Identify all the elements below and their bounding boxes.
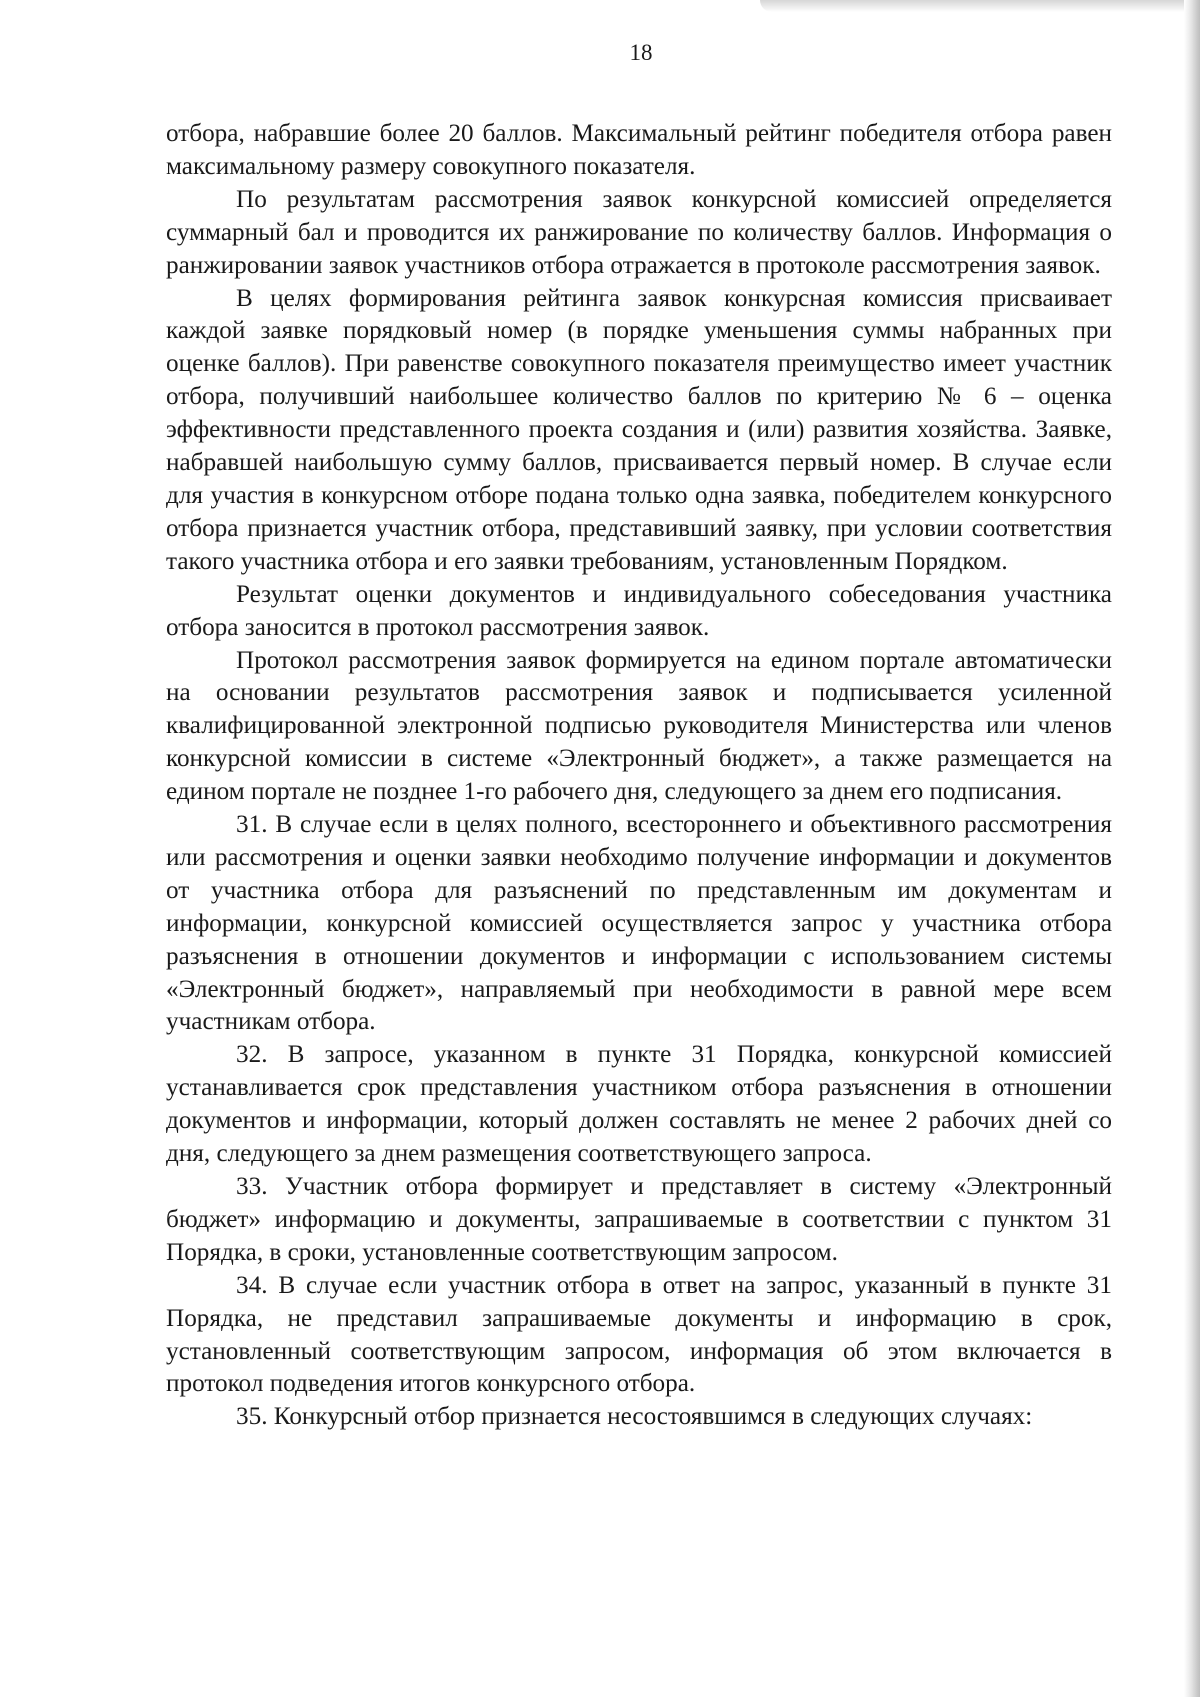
paragraph-continuation: отбора, набравшие более 20 баллов. Максимальный рейтинг победителя отбора равен максимальному размеру совокупного показателя.	[166, 120, 1112, 180]
paragraph-evaluation-result: Результат оценки документов и индивидуального собеседования участника отбора заносится в протокол рассмотрения заявок.	[166, 580, 1112, 641]
scan-shadow-top	[760, 0, 1200, 12]
document-body	[166, 118, 1112, 1434]
paragraph-item-32: 32. В запросе, указанном в пункте 31 Порядка, конкурсной комиссией устанавливается срок представления участником отбора разъяснения в отношении документов и информации, который должен составлять не менее 2 рабочих дней со дня, следующего за днем размещения соответствующего запроса.	[166, 1041, 1112, 1168]
paragraph-ranking: По результатам рассмотрения заявок конкурсной комиссией определяется суммарный бал и проводится их ранжирование по количеству баллов. Информация о ранжировании заявок участников отбора отражается в протоколе рассмотрения заявок.	[166, 185, 1112, 279]
paragraph-item-35: 35. Конкурсный отбор признается несостоявшимся в следующих случаях:	[236, 1403, 1033, 1431]
paragraph-rating-formation: В целях формирования рейтинга заявок конкурсная комиссия присваивает каждой заявке порядковый номер (в порядке уменьшения суммы набранных при оценке баллов). При равенстве совокупного показателя преимущество имеет участник отбора, получивший наибольшее количество баллов по критерию № 6 – оценка эффективности представленного проекта создания и (или) развития хозяйства. Заявке, набравшей наибольшую сумму баллов, присваивается первый номер. В случае если для участия в конкурсном отборе подана только одна заявка, победителем конкурсного отбора признается участник отбора, представивший заявку, при условии соответствия такого участника отбора и его заявки требованиям, установленным Порядком.	[166, 284, 1112, 575]
scan-shadow-right-edge	[1184, 0, 1200, 1697]
paragraph-item-34: 34. В случае если участник отбора в ответ на запрос, указанный в пункте 31 Порядка, не представил запрашиваемые документы и информацию в срок, установленный соответствующим запросом, информация об этом включается в протокол подведения итогов конкурсного отбора.	[166, 1271, 1112, 1398]
page-number: 18	[629, 40, 653, 65]
paragraph-item-33: 33. Участник отбора формирует и представляет в систему «Электронный бюджет» информацию и документы, запрашиваемые в соответствии с пунктом 31 Порядка, в сроки, установленные соответствующим запросом.	[166, 1173, 1112, 1266]
paragraph-item-31: 31. В случае если в целях полного, всестороннего и объективного рассмотрения или рассмотрения и оценки заявки необходимо получение информации и документов от участника отбора для разъяснений по представленным им документам и информации, конкурсной комиссией осуществляется запрос у участника отбора разъяснения в отношении документов и информации с использованием системы «Электронный бюджет», направляемый при необходимости в равной мере всем участникам отбора.	[166, 811, 1112, 1036]
paragraph-protocol: Протокол рассмотрения заявок формируется на едином портале автоматически на основании результатов рассмотрения заявок и подписывается усиленной квалифицированной электронной подписью руководителя Министерства или членов конкурсной комиссии в системе «Электронный бюджет», а также размещается на едином портале не позднее 1-го рабочего дня, следующего за днем его подписания.	[166, 646, 1112, 806]
